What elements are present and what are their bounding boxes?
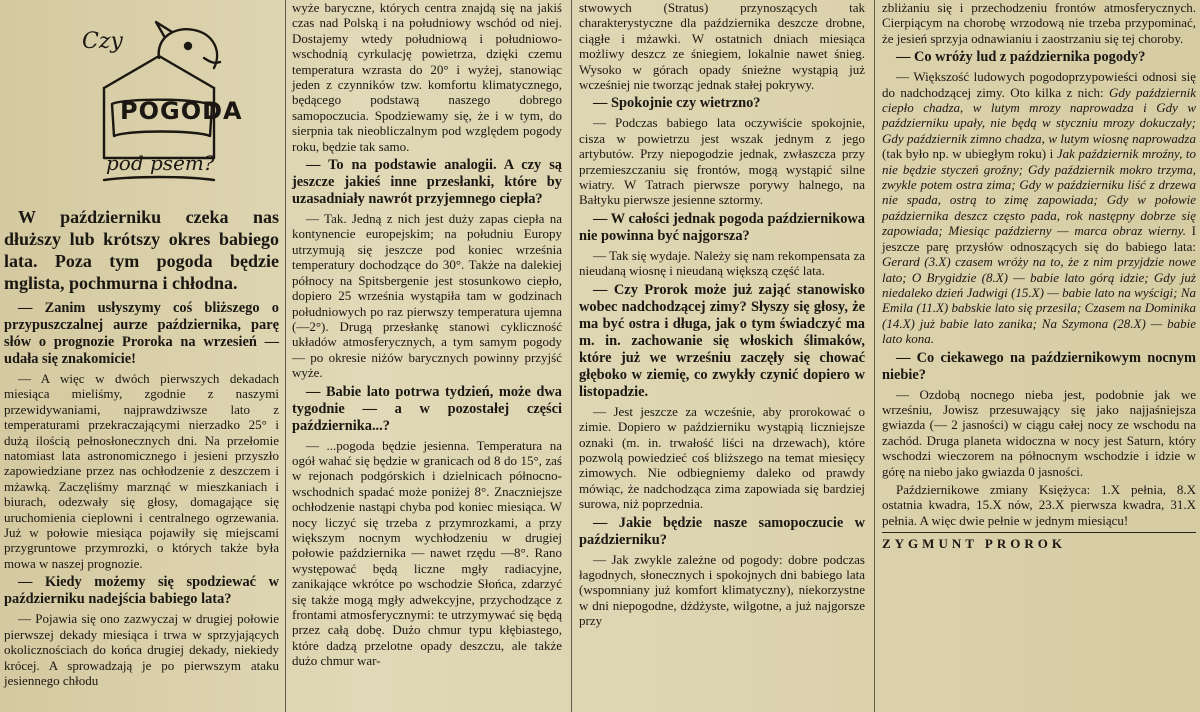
column-4 [878, 0, 1200, 712]
interview-question: — Czy Prorok może już zająć stanowisko wobec nadchodzącej zimy? Słyszy się głosy, że ma być ostra i długa, jak o tym świadczyć ma m. in. zachowanie się włoskich ślimaków, które już we wrześniu zaczęły się chować głęboko w ziemię, co zwykły czynić dopiero w listopadzie. [579, 281, 865, 400]
logo-pogoda-text: POGODA [120, 97, 243, 125]
interview-answer: — Tak. Jedną z nich jest duży zapas ciepła na kontynencie europejskim; na południu Europy utrzymują się jeszcze pod koniec września temperatury dochodzące do 30°. Także na dalekiej północy na Spitsbergenie jest stosunkowo ciepło, dopiero 25 września wystąpiła tam w godzinach południowych po raz pierwszy temperatura ujemna (—2°). Drugą przesłankę stanowi cykliczność układów atmosferycznych, a tym samym pogody — po okresie niżów barycznych powinny przyjść wyże. [292, 211, 562, 381]
folk-sayings: Gerard (3.X) czasem wróży na to, że z nim przyjdzie nowe lato; O Brygidzie (8.X) — babie lato górą idzie; Gdy już niedaleko dzień Jadwigi (15.X) — babie lato na wyścigi; Na Emila (11.X) babskie lato się przesila; Czasem na Dominika (14.X) już babie lato zanika; Na Szymona (28.X) — babie lato kona. [882, 254, 1196, 347]
interview-answer: — Podczas babiego lata oczywiście spokojnie, cisza w powietrzu jest wszak jednym z jego artybutów. Przy niepogodzie jednak, zwłaszcza przy przemieszczaniu się frontów, mogą wystąpić silne wiatry. W Tatrach pierwsze porywy halnego, na Bałtyku pierwsze jesienne sztormy. [579, 115, 865, 208]
column-1 [0, 0, 283, 712]
interview-question: — Jakie będzie nasze samopoczucie w październiku? [579, 514, 865, 548]
column-2 [288, 0, 566, 712]
answer-text: — Większość ludowych pogodoprzypowieści odnosi się do nadchodzącej zimy. Oto kilka z nich: [882, 69, 1196, 100]
interview-question: — Co wróży lud z października pogody? [896, 49, 1146, 66]
interview-answer-sayings [882, 69, 1196, 346]
folk-sayings: Jak październik mroźny, to nie będzie styczeń groźny; Gdy październik mokro trzyma, zwykle potem ostra zima; Gdy w październiku liść z drzewa nie spada, ostrą to zimę zapowiada; Gdy w połowie października deszcz często pada, rok następny dobrze się zapowiada; Miesiąc październy — marca obraz wierny. [882, 146, 1196, 239]
interview-answer: zbliżaniu się i przechodzeniu frontów atmosferycznych. Cierpiącym na chorobę wrzodową nie trzeba przypominać, że jesień sprzyja odnawianiu i zaostrzaniu się tej choroby. [882, 0, 1196, 46]
logo-pod-psem-text: pod psem? [106, 151, 215, 175]
column-rule [285, 0, 286, 712]
answer-text: (tak było np. w ubiegłym roku) i [882, 146, 1057, 162]
interview-answer: wyże baryczne, których centra znajdą się na jakiś czas nad Polską i na południowy wschód od niej. Dostajemy wtedy południową i południowo-wschodnią cyrkulację powietrza, dzięki czemu temperatura wzrasta do 20° i wyżej, stanowiąc jeden z czynników tzw. komfortu klimatycznego, będącego podstawą naszego dobrego samopoczucia. Spodziewamy się, że i w tym, do sierpnia tak nieobliczalnym pod względem pogody roku, będzie tak samo. [292, 0, 562, 154]
interview-question: — Co ciekawego na październikowym nocnym niebie? [882, 349, 1196, 383]
logo-czy-text: Czy [82, 29, 123, 54]
interview-answer: — Pojawia się ono zazwyczaj w drugiej połowie pierwszej dekady miesiąca i trwa w sprzyjających okolicznościach do końca drugiej dekady, niekiedy krócej. A sprowadzają je po pierwszym ataku jesiennego chłodu [4, 611, 279, 688]
logo-czy-pogoda-pod-psem [4, 0, 279, 196]
interview-answer: — ...pogoda będzie jesienna. Temperatura na ogół wahać się będzie w granicach od 8 do 15°, zaś w rejonach podgórskich i dzielnicach północno-wschodnich spadać może poniżej 8°. Znaczniejsze ochłodzenie nastąpi chyba pod koniec miesiąca. W nocy liczyć się trzeba z przymrozkami, a przy większym nocnym wychłodzeniu w drugiej połowie października — nawet rzędu —8°. Rano występować będą liczne mgły radiacyjne, zanikające wkrótce po wschodzie Słońca, zdarzyć się także mogą mgły adwekcyjne, przychodzące z frontami atmosferycznymi: te utrzymywać się będą przez całą dobę. Dużo chmur typu kłębiastego, które dadzą przelotne opady deszczu, ale także dużo chmur war- [292, 437, 562, 669]
article-lead: W październiku czeka nas dłuższy lub krótszy okres babiego lata. Poza tym pogoda będzie mglista, pochmurna i chłodna. [4, 207, 279, 293]
interview-answer: — Jak zwykle zależne od pogody: dobre podczas łagodnych, słonecznych i spokojnych dni babiego lata (wspomniany już komfort klimatyczny), niekorzystne w dni niepogodne, dżdżyste, wilgotne, a już najgorsze przy [579, 551, 865, 629]
author-signature: ZYGMUNT PROROK [882, 532, 1196, 551]
interview-answer: — Ozdobą nocnego nieba jest, podobnie jak we wrześniu, Jowisz przesuwający się jako najjaśniejsza gwiazda (— 2 jasności) w ciągu całej nocy ze wschodu na zachód. Druga planeta widoczna w nocy jest Saturn, który wschodzi wieczorem na północnym wschodzie i idzie w górę na niebo jako gwiazda 0 jasności. [882, 386, 1196, 479]
interview-answer: — Jest jeszcze za wcześnie, aby prorokować o zimie. Dopiero w październiku wystąpią liczniejsze oznaki (m. in. trwałość liści na drzewach), które pozwolą powiedzieć coś bliższego na temat miesięcy zimowych. Nie odbiegniemy daleko od prawdy mówiąc, że nadchodząca zima zapowiada się bardziej surowa, niż poprzednia. [579, 403, 865, 512]
moon-phases: Październikowe zmiany Księżyca: 1.X pełnia, 8.X ostatnia kwadra, 15.X nów, 23.X pierwsza kwadra, 31.X pełnia. A więc dwie pełnie w jednym miesiącu! [882, 481, 1196, 528]
column-rule [874, 0, 875, 712]
answer-text: I jeszcze parę przysłów odnoszących się do babiego lata: [882, 223, 1196, 254]
column-3 [575, 0, 869, 712]
interview-question: — Spokojnie czy wietrzno? [593, 95, 761, 112]
interview-question: — To na podstawie analogii. A czy są jeszcze jakieś inne przesłanki, które by uzasadniały nawrót przyjemnego ciepła? [292, 157, 562, 208]
column-rule [571, 0, 572, 712]
interview-question: — Zanim usłyszymy coś bliższego o przypuszczalnej aurze października, parę słów o prognozie Proroka na wrzesień — udała się znakomicie! [4, 300, 279, 367]
interview-answer: — A więc w dwóch pierwszych dekadach miesiąca mieliśmy, zgodnie z naszymi przewidywaniami, najprawdziwsze lato z temperaturami przekraczającymi nierzadko 25° i dużą ilością pełnosłonecznych dni. Na przełomie natomiast lata astronomicznego i jesieni przyszło zapowiedziane przez nas ochłodzenie z deszczem i mżawką. Zaczęliśmy marznąć w mieszkaniach i biurach, odezwały się głosy, domagające się uruchomienia cieplowni i centralnego ogrzewania. Już w połowie miesiąca pojawiły się miejscami przygruntowe przymrozki, o których także była mowa w naszej prognozie. [4, 371, 279, 571]
interview-question: — Babie lato potrwa tydzień, może dwa tygodnie — a w pozostałej części października...? [292, 383, 562, 434]
interview-question: — Kiedy możemy się spodziewać w październiku nadejścia babiego lata? [4, 574, 279, 608]
interview-answer: stwowych (Stratus) przynoszących tak charakterystyczne dla października deszcze drobne, ciągłe i mżawki. W ostatnich dniach miesiąca możliwy deszcz ze śniegiem, lokalnie nawet śnieg. Wysoko w górach opady śnieżne wystąpią już wcześniej nie tworząc jednak stałej pokrywy. [579, 0, 865, 93]
folk-sayings: Gdy październik ciepło chadza, w lutym mrozy naprowadza i Gdy w październiku upały, nie będą w styczniu mrozy dokuczały; Gdy październik zimno chadza, w lutym wiosnę naprowadza [882, 84, 1196, 146]
interview-question: — W całości jednak pogoda październikowa nie powinna być najgorsza? [579, 210, 865, 244]
interview-answer: — Tak się wydaje. Należy się nam rekompensata za nieudaną wiosnę i nieudaną większą część lata. [579, 247, 865, 279]
